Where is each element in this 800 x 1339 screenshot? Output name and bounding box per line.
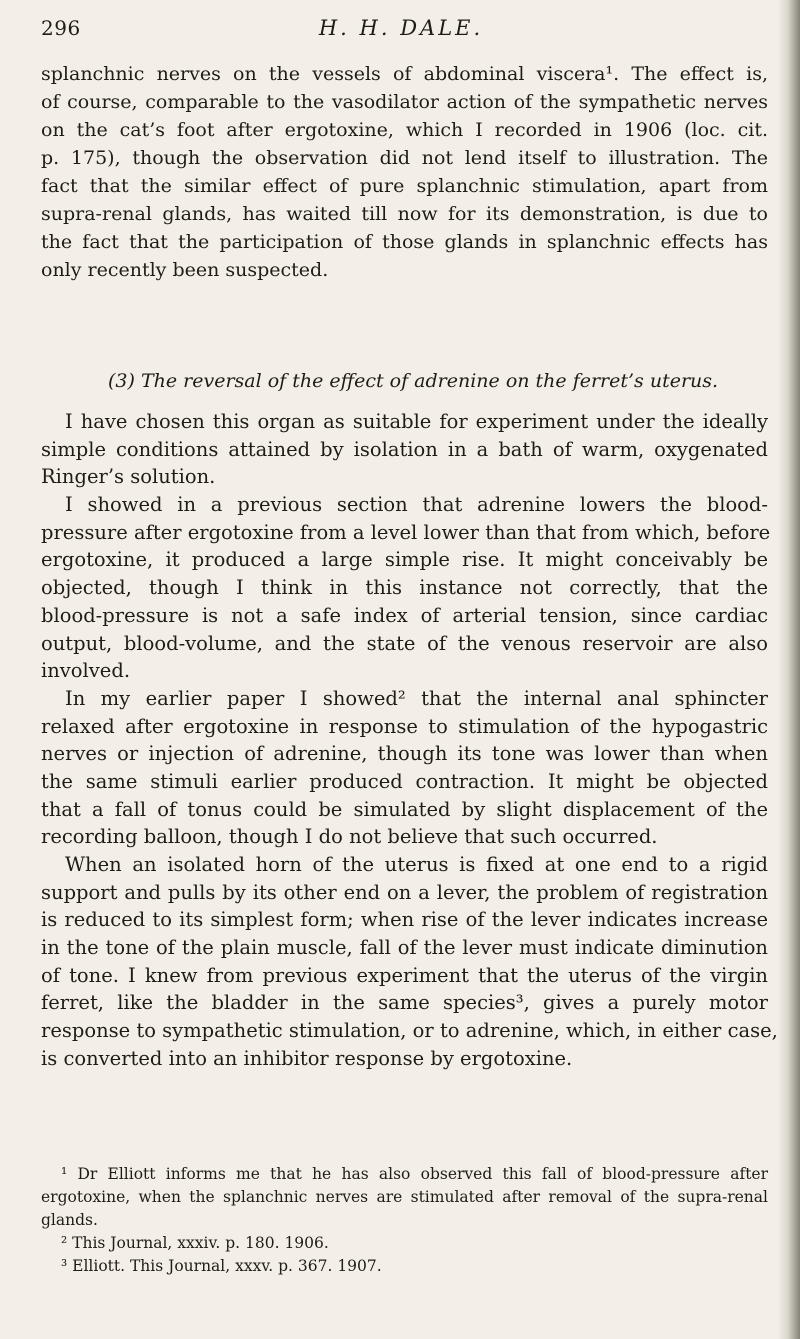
text-line: response to sympathetic stimulation, or to adrenine, which, in either case,	[41, 1019, 778, 1043]
text-line: output, blood-volume, and the state of the venous reservoir are also	[41, 631, 768, 655]
page-header	[41, 10, 761, 44]
text-line: ferret, like the bladder in the same species³, gives a purely motor	[41, 991, 768, 1015]
footnote-line: ergotoxine, when the splanchnic nerves are stimulated after removal of the supra-renal	[41, 1188, 768, 1206]
text-line: In my earlier paper I showed² that the internal anal sphincter	[65, 686, 768, 710]
footnote-line: ¹ Dr Elliott informs me that he has also observed this fall of blood-pressure after	[61, 1165, 768, 1183]
text-line: simple conditions attained by isolation in a bath of warm, oxygenated	[41, 437, 768, 461]
text-line: support and pulls by its other end on a lever, the problem of registration	[41, 880, 768, 904]
text-line: Ringer’s solution.	[41, 465, 216, 489]
text-line: p. 175), though the observation did not lend itself to illustration. The	[41, 147, 768, 169]
text-line: that a fall of tonus could be simulated by slight displacement of the	[41, 797, 768, 821]
text-line: blood-pressure is not a safe index of arterial tension, since cardiac	[41, 603, 768, 627]
text-line: I showed in a previous section that adrenine lowers the blood-	[65, 493, 768, 517]
text-line: relaxed after ergotoxine in response to stimulation of the hypogastric	[41, 714, 768, 738]
text-line: fact that the similar effect of pure splanchnic stimulation, apart from	[41, 175, 768, 197]
text-line: nerves or injection of adrenine, though its tone was lower than when	[41, 742, 768, 766]
footnotes	[41, 1163, 768, 1278]
section-heading-text: (3) The reversal of the effect of adrenine on the ferret’s uterus.	[108, 370, 719, 392]
footnote-line: ³ Elliott. This Journal, xxxv. p. 367. 1907.	[61, 1257, 382, 1275]
section-heading	[41, 367, 768, 395]
text-line: the fact that the participation of those glands in splanchnic effects has	[41, 231, 768, 253]
text-line: on the cat’s foot after ergotoxine, which I recorded in 1906 (loc. cit.	[41, 119, 768, 141]
text-line: When an isolated horn of the uterus is fixed at one end to a rigid	[65, 853, 768, 876]
text-line: splanchnic nerves on the vessels of abdominal viscera¹. The effect is,	[41, 63, 768, 85]
text-line: is converted into an inhibitor response by ergotoxine.	[41, 1046, 573, 1070]
text-line: supra-renal glands, has waited till now for its demonstration, is due to	[41, 203, 768, 225]
text-line: is reduced to its simplest form; when rise of the lever indicates increase	[41, 908, 768, 932]
text-line: in the tone of the plain muscle, fall of the lever must indicate diminution	[41, 936, 768, 960]
top-paragraph	[41, 60, 768, 284]
text-line: only recently been suspected.	[41, 259, 329, 281]
footnote-line: ² This Journal, xxxiv. p. 180. 1906.	[61, 1234, 329, 1252]
text-line: of tone. I knew from previous experiment that the uterus of the virgin	[41, 963, 768, 987]
text-line: objected, though I think in this instance not correctly, that the	[41, 576, 768, 600]
text-line: pressure after ergotoxine from a level lower than that from which, before	[41, 520, 771, 544]
text-line: I have chosen this organ as suitable for experiment under the ideally	[65, 410, 768, 433]
page-edge-shadow	[778, 0, 800, 1339]
page-number: 296	[41, 16, 81, 40]
text-line: involved.	[41, 659, 131, 683]
text-line: recording balloon, though I do not believe that such occurred.	[41, 825, 658, 849]
text-line: ergotoxine, it produced a large simple rise. It might conceivably be	[41, 548, 768, 572]
body-paragraphs	[41, 408, 778, 1073]
running-head: H. H. DALE.	[318, 16, 484, 40]
text-line: the same stimuli earlier produced contraction. It might be objected	[41, 769, 768, 793]
footnote-line: glands.	[41, 1211, 98, 1229]
text-line: of course, comparable to the vasodilator action of the sympathetic nerves	[41, 91, 768, 113]
